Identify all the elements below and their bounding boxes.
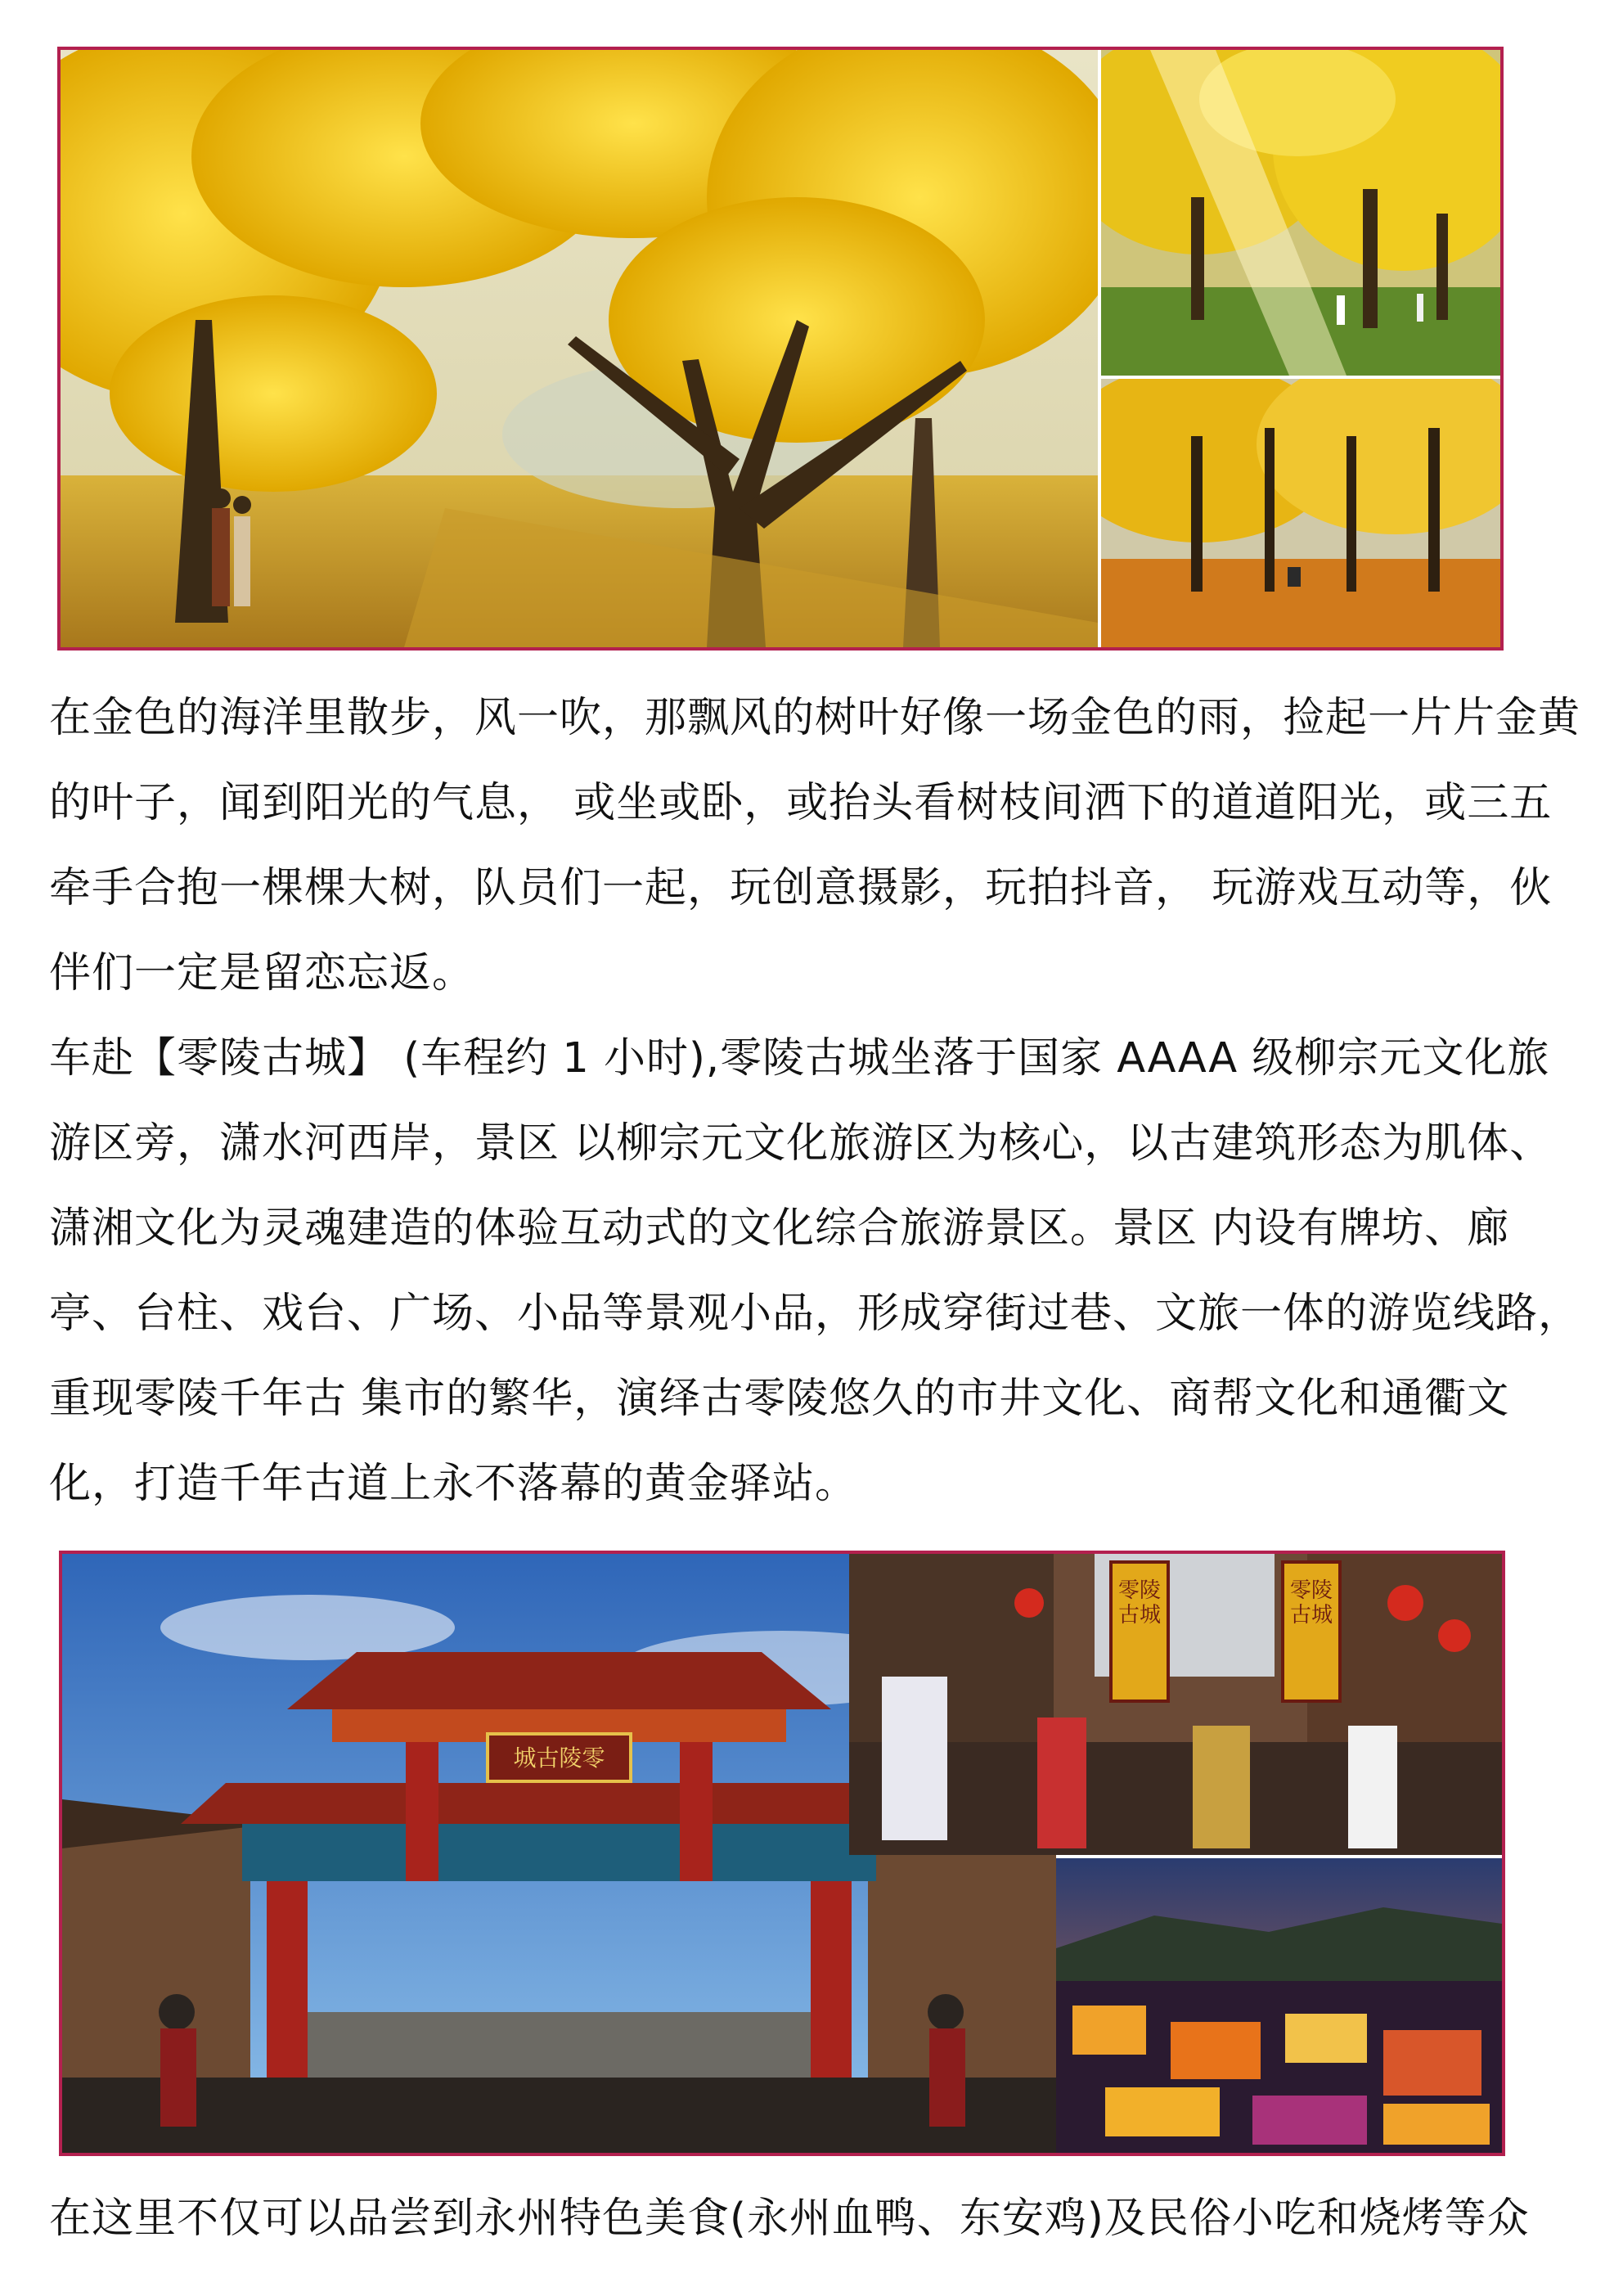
ginkgo-photo-collage bbox=[57, 47, 1504, 651]
parade-banner-left: 零陵古城 bbox=[1117, 1578, 1161, 1627]
ginkgo-sunbeam-photo bbox=[1101, 50, 1500, 376]
ginkgo-description-paragraph: 在金色的海洋里散步，风一吹，那飘风的树叶好像一场金色的雨，捡起一片片金黄的叶子，闻到阳光的气息， 或坐或卧，或抬头看树枝间洒下的道道阳光，或三五牵手合抱一棵棵大树，队员们一起，玩创意摄影，玩拍抖音， 玩游戏互动等，伙伴们一定是留恋忘返。 bbox=[49, 694, 1581, 997]
street-parade-photo bbox=[849, 1554, 1502, 1855]
gate-sign-text: 城古陵零 bbox=[513, 1745, 605, 1772]
ginkgo-autumn-ground-photo bbox=[1101, 379, 1500, 647]
night-city-aerial-photo bbox=[1056, 1858, 1502, 2153]
ancient-city-photo-collage bbox=[59, 1551, 1505, 2156]
lingling-ancient-city-paragraph: 车赴【零陵古城】 (车程约 1 小时),零陵古城坐落于国家 AAAA 级柳宗元文化旅游区旁，潇水河西岸，景区 以柳宗元文化旅游区为核心，以古建筑形态为肌体、潇湘文化为灵魂建造的体验互动式的文化综合旅游景区。景区 内设有牌坊、廊亭、台柱、戏台、广场、小品等景观小品，形成穿街过巷、文旅一体的游览线路，重现零陵千年古 集市的繁华，演绎古零陵悠久的市井文化、商帮文化和通衢文化，打造千年古道上永不落幕的黄金驿站。 bbox=[49, 1034, 1581, 1508]
local-food-paragraph: 在这里不仅可以品尝到永州特色美食(永州血鸭、东安鸡)及民俗小吃和烧烤等众 bbox=[49, 2195, 1530, 2243]
parade-banner-right: 零陵古城 bbox=[1289, 1578, 1333, 1627]
ginkgo-forest-main-photo bbox=[61, 50, 1098, 647]
